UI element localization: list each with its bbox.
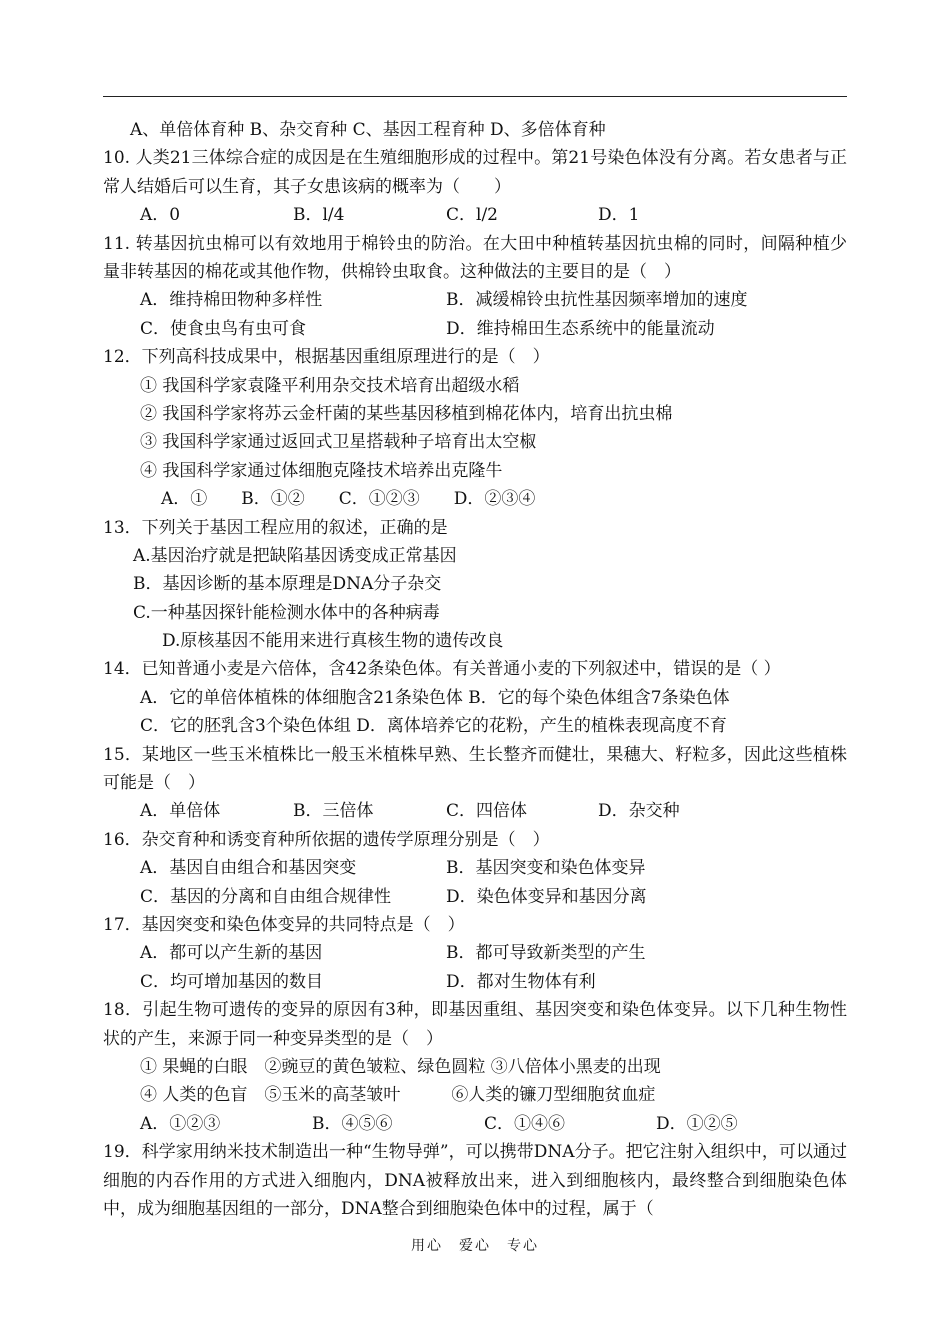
q12-item-3: ③ 我国科学家通过返回式卫星搭载种子培育出太空椒 (140, 432, 537, 453)
q10-option-d: D．1 (598, 205, 640, 226)
q13-option-a: A.基因治疗就是把缺陷基因诱变成正常基因 (133, 545, 457, 566)
q10-option-c: C．l/2 (446, 205, 498, 226)
q12-item-4: ④ 我国科学家通过体细胞克隆技术培养出克隆牛 (140, 460, 503, 481)
q11-option-b: B．减缓棉铃虫抗性基因频率增加的速度 (446, 290, 748, 311)
q18-stem: 18．引起生物可遗传的变异的原因有3种，即基因重组、基因突变和染色体变异。以下几种生物性状的产生，来源于同一种变异类型的是（ ） (103, 1000, 847, 1049)
q11-options-row2 (103, 315, 847, 343)
q11-option-a: A．维持棉田物种多样性 (140, 290, 323, 311)
q15-stem: 15．某地区一些玉米植株比一般玉米植株早熟、生长整齐而健壮，果穗大、籽粒多，因此这些植株可能是（ ） (103, 744, 847, 794)
q17-stem: 17．基因突变和染色体变异的共同特点是（ ） (103, 915, 465, 936)
q11-options-row1 (103, 286, 847, 314)
q10-option-b: B．l/4 (293, 205, 345, 226)
q18-items-row1: ① 果蝇的白眼 ②豌豆的黄色皱粒、绿色圆粒 ③八倍体小黑麦的出现 (140, 1057, 661, 1078)
q15-option-b: B．三倍体 (293, 801, 374, 822)
q18-option-b: B．④⑤⑥ (312, 1113, 393, 1134)
q17-option-c: C．均可增加基因的数目 (140, 971, 324, 992)
q16-option-a: A．基因自由组合和基因突变 (140, 858, 357, 879)
q19-stem: 19．科学家用纳米技术制造出一种“生物导弹”，可以携带DNA分子。把它注射入组织中，可以通过细胞的内吞作用的方式进入细胞内，DNA被释放出来，进入到细胞核内，最终整合到细胞染色体中，成为细胞基因组的一部分，DNA整合到细胞染色体中的过程，属于（ (103, 1142, 847, 1219)
q17-option-b: B．都可导致新类型的产生 (446, 943, 646, 964)
q17-options-row2 (103, 968, 847, 996)
page-footer: 用心 爱心 专心 (411, 1238, 539, 1254)
q13-option-c: C.一种基因探针能检测水体中的各种病毒 (133, 602, 440, 623)
q11-stem: 11. 转基因抗虫棉可以有效地用于棉铃虫的防治。在大田中种植转基因抗虫棉的同时，间隔种植少量非转基因的棉花或其他作物，供棉铃虫取食。这种做法的主要目的是（ ） (103, 233, 847, 282)
q16-option-b: B．基因突变和染色体变异 (446, 858, 646, 879)
q10-options (103, 201, 847, 229)
q10-option-a: A．0 (140, 205, 181, 226)
q15-options (103, 797, 847, 825)
q12-options: A．① B．①② C．①②③ D．②③④ (161, 489, 536, 510)
q14-options-ab: A．它的单倍体植株的体细胞含21条染色体 B．它的每个染色体组含7条染色体 (140, 687, 730, 708)
q16-option-d: D．染色体变异和基因分离 (446, 886, 647, 907)
q12-stem: 12．下列高科技成果中，根据基因重组原理进行的是（ ） (103, 347, 550, 368)
q10-stem: 10. 人类21三体综合症的成因是在生殖细胞形成的过程中。第21号染色体没有分离。若女患者与正常人结婚后可以生育，其子女患该病的概率为（ ） (103, 148, 847, 197)
q11-option-d: D．维持棉田生态系统中的能量流动 (446, 318, 715, 339)
q14-options-cd: C．它的胚乳含3个染色体组 D．离体培养它的花粉，产生的植株表现高度不育 (140, 716, 727, 737)
q12-item-1: ① 我国科学家袁隆平利用杂交技术培育出超级水稻 (140, 375, 520, 396)
q9-options: A、单倍体育种 B、杂交育种 C、基因工程育种 D、多倍体育种 (130, 120, 606, 140)
q16-options-row1 (103, 854, 847, 882)
exam-page (103, 116, 847, 1223)
q15-option-d: D．杂交种 (598, 801, 680, 822)
q15-option-c: C．四倍体 (446, 801, 528, 822)
q11-option-c: C．使食虫鸟有虫可食 (140, 318, 307, 339)
q13-option-d: D.原核基因不能用来进行真核生物的遗传改良 (162, 631, 504, 652)
q16-option-c: C．基因的分离和自由组合规律性 (140, 886, 392, 907)
q17-options-row1 (103, 939, 847, 967)
q18-option-d: D．①②⑤ (656, 1113, 738, 1134)
q15-option-a: A．单倍体 (140, 801, 221, 822)
q13-stem: 13．下列关于基因工程应用的叙述，正确的是 (103, 517, 448, 538)
q16-options-row2 (103, 883, 847, 911)
q17-option-d: D．都对生物体有利 (446, 971, 596, 992)
header-rule (103, 96, 847, 97)
q18-options (103, 1110, 847, 1138)
q18-items-row2: ④ 人类的色盲 ⑤玉米的高茎皱叶 ⑥人类的镰刀型细胞贫血症 (140, 1085, 656, 1106)
q13-option-b: B．基因诊断的基本原理是DNA分子杂交 (133, 574, 442, 595)
q14-stem: 14．已知普通小麦是六倍体，含42条染色体。有关普通小麦的下列叙述中，错误的是（ ） (103, 659, 781, 680)
q17-option-a: A．都可以产生新的基因 (140, 943, 323, 964)
q18-option-c: C．①④⑥ (484, 1113, 566, 1134)
q18-option-a: A．①②③ (140, 1113, 221, 1134)
q12-item-2: ② 我国科学家将苏云金杆菌的某些基因移植到棉花体内，培育出抗虫棉 (140, 403, 673, 424)
q16-stem: 16．杂交育种和诱变育种所依据的遗传学原理分别是（ ） (103, 829, 550, 850)
